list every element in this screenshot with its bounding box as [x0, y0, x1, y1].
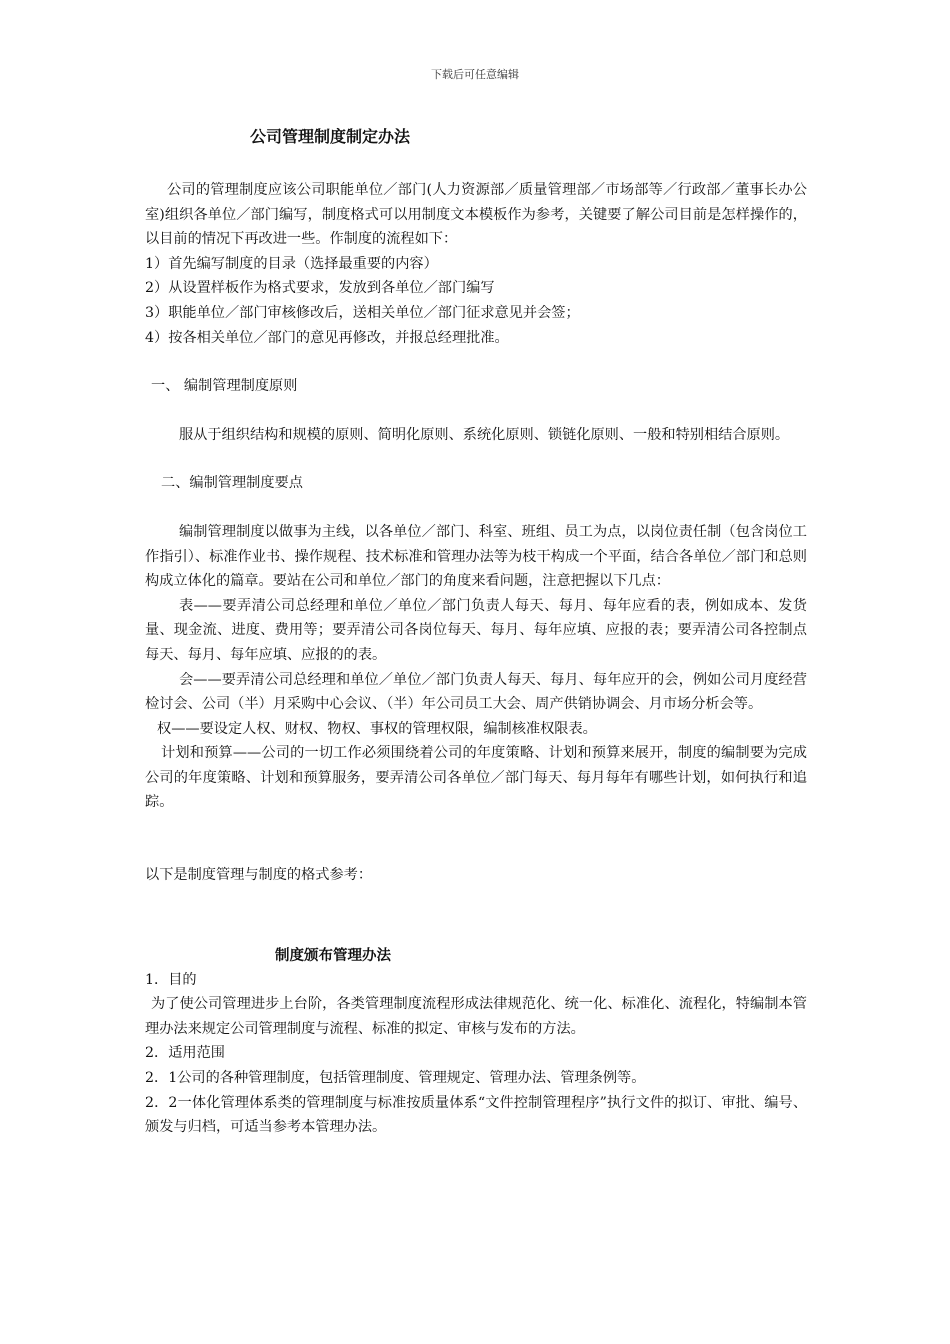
- sub-title: 制度颁布管理办法: [275, 946, 391, 964]
- document-body: [145, 124, 807, 1140]
- page-header: 下载后可任意编辑: [431, 68, 519, 81]
- document-title: 公司管理制度制定办法: [250, 127, 411, 146]
- intro-paragraph: 公司的管理制度应该公司职能单位／部门(人力资源部／质量管理部／市场部等／行政部／董事长办公室)组织各单位／部门编写，制度格式可以用制度文本模板作为参考，关键要了解公司目前是怎样操作的，以目前的情况下再改进一些。作制度的流程如下：: [145, 182, 807, 248]
- step-item: 1）首先编写制度的目录（选择最重要的内容）: [145, 255, 438, 272]
- meeting-point: 会——要弄清公司总经理和单位／单位／部门负责人每天、每月、每年应开的会，例如公司月度经营检讨会、公司（半）月采购中心会议、（半）年公司员工大会、周产供销协调会、月市场分析会等。: [145, 671, 807, 713]
- table-point: 表——要弄清公司总经理和单位／单位／部门负责人每天、每月、每年应看的表，例如成本、发货量、现金流、进度、费用等；要弄清公司各岗位每天、每月、每年应填、应报的表；要弄清公司各控制点每天、每月、每年应填、应报的的表。: [145, 597, 807, 663]
- purpose-heading: 1．目的: [145, 971, 197, 988]
- plan-point: 计划和预算——公司的一切工作必须围绕着公司的年度策略、计划和预算来展开，制度的编制要为完成公司的年度策略、计划和预算服务，要弄清公司各单位／部门每天、每月每年有哪些计划，如何执行和追踪。: [145, 745, 807, 811]
- scope-item: 2．1公司的各种管理制度，包括管理制度、管理规定、管理办法、管理条例等。: [145, 1070, 646, 1087]
- step-item: 3）职能单位／部门审核修改后，送相关单位／部门征求意见并会签；: [145, 304, 580, 321]
- power-point: 权——要设定人权、财权、物权、事权的管理权限，编制核准权限表。: [157, 720, 597, 737]
- purpose-body: 为了使公司管理进步上台阶，各类管理制度流程形成法律规范化、统一化、标准化、流程化，特编制本管理办法来规定公司管理制度与流程、标准的拟定、审核与发布的方法。: [145, 996, 807, 1037]
- scope-item: 2．2一体化管理体系类的管理制度与标准按质量体系“文件控制管理程序”执行文件的拟订、审批、编号、颁发与归档，可适当参考本管理办法。: [145, 1094, 808, 1136]
- step-item: 4）按各相关单位／部门的意见再修改，并报总经理批准。: [145, 329, 509, 346]
- format-intro: 以下是制度管理与制度的格式参考：: [145, 867, 373, 884]
- scope-heading: 2．适用范围: [145, 1045, 225, 1062]
- section1-heading: 一、 编制管理制度原则: [151, 378, 298, 395]
- section1-body: 服从于组织结构和规模的原则、简明化原则、系统化原则、锁链化原则、一般和特别相结合原则。: [179, 426, 790, 443]
- section2-heading: 二、编制管理制度要点: [161, 475, 303, 492]
- step-item: 2）从设置样板作为格式要求，发放到各单位／部门编写: [145, 280, 495, 297]
- section2-body: 编制管理制度以做事为主线，以各单位／部门、科室、班组、员工为点，以岗位责任制（包含岗位工作指引）、标准作业书、操作规程、技术标准和管理办法等为枝干构成一个平面，结合各单位／部门和总则构成立体化的篇章。要站在公司和单位／部门的角度来看问题，注意把握以下几点：: [145, 523, 807, 590]
